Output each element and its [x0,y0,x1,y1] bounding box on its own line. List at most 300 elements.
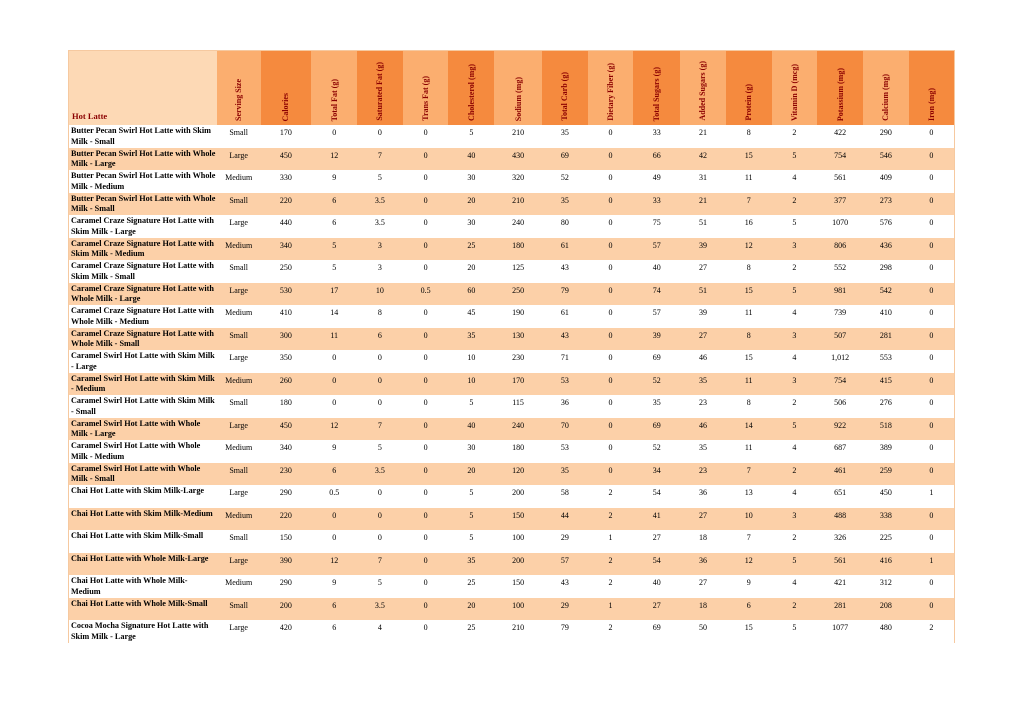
value-cell: 0 [403,170,449,193]
value-cell: 4 [772,440,818,463]
value-cell: 12 [726,553,772,576]
value-cell: 51 [680,215,726,238]
value-cell: 506 [817,395,863,418]
value-cell: 450 [261,148,312,171]
column-header [817,51,863,126]
value-cell: 40 [633,575,680,598]
value-cell: 25 [448,620,494,643]
value-cell: 69 [542,148,588,171]
value-cell: 0 [909,530,955,553]
value-cell: Medium [217,575,261,598]
value-cell: 10 [448,350,494,373]
value-cell: 5 [772,418,818,441]
column-header-label: Vitamin D (mcg) [789,63,799,121]
value-cell: 170 [261,125,312,148]
item-name-cell: Chai Hot Latte with Whole Milk-Large [69,553,217,576]
value-cell: 20 [448,463,494,486]
value-cell: 290 [261,485,312,508]
value-cell: 10 [726,508,772,531]
value-cell: 10 [448,373,494,396]
table-row [69,395,955,418]
value-cell: 11 [311,328,357,351]
value-cell: 15 [726,620,772,643]
value-cell: 326 [817,530,863,553]
value-cell: 0 [403,373,449,396]
value-cell: 170 [494,373,542,396]
table-row [69,125,955,148]
column-header-label: Total Fat (g) [329,78,339,121]
value-cell: 200 [494,485,542,508]
value-cell: 41 [633,508,680,531]
item-name-cell: Caramel Swirl Hot Latte with Skim Milk - Large [69,350,217,373]
item-name-cell: Chai Hot Latte with Skim Milk-Large [69,485,217,508]
value-cell: 53 [542,440,588,463]
value-cell: 7 [726,530,772,553]
table-row [69,193,955,216]
value-cell: 15 [726,350,772,373]
value-cell: 488 [817,508,863,531]
value-cell: 27 [680,328,726,351]
column-header [726,51,772,126]
value-cell: 5 [311,260,357,283]
value-cell: 36 [542,395,588,418]
value-cell: Small [217,463,261,486]
value-cell: 100 [494,598,542,621]
value-cell: 11 [726,440,772,463]
value-cell: 52 [633,373,680,396]
value-cell: 461 [817,463,863,486]
value-cell: Large [217,350,261,373]
column-header-label: Iron (mg) [926,88,936,121]
value-cell: 5 [448,530,494,553]
value-cell: 507 [817,328,863,351]
value-cell: 69 [633,418,680,441]
value-cell: 5 [448,485,494,508]
value-cell: 57 [633,238,680,261]
value-cell: 7 [357,418,403,441]
value-cell: 15 [726,148,772,171]
value-cell: 276 [863,395,909,418]
value-cell: 17 [311,283,357,306]
value-cell: 290 [863,125,909,148]
value-cell: 350 [261,350,312,373]
column-header [680,51,726,126]
value-cell: 0 [909,463,955,486]
value-cell: 150 [494,575,542,598]
value-cell: 35 [680,373,726,396]
value-cell: 0 [588,350,634,373]
value-cell: 1070 [817,215,863,238]
table-row [69,350,955,373]
value-cell: 21 [680,193,726,216]
value-cell: 0 [588,125,634,148]
value-cell: 1 [588,530,634,553]
value-cell: 542 [863,283,909,306]
value-cell: 0 [909,418,955,441]
table-row [69,463,955,486]
value-cell: 440 [261,215,312,238]
column-header [448,51,494,126]
value-cell: 27 [633,530,680,553]
value-cell: 25 [448,238,494,261]
value-cell: 3 [772,508,818,531]
value-cell: 530 [261,283,312,306]
value-cell: 436 [863,238,909,261]
value-cell: 125 [494,260,542,283]
value-cell: 8 [726,125,772,148]
value-cell: 0 [588,373,634,396]
item-name-cell: Caramel Craze Signature Hot Latte with Skim Milk - Medium [69,238,217,261]
value-cell: 0 [909,283,955,306]
value-cell: 553 [863,350,909,373]
value-cell: 5 [448,395,494,418]
value-cell: 43 [542,260,588,283]
column-header-label: Cholesterol (mg) [466,64,476,121]
item-name-cell: Caramel Swirl Hot Latte with Whole Milk - Small [69,463,217,486]
value-cell: 210 [494,125,542,148]
value-cell: 0 [403,395,449,418]
value-cell: 0.5 [403,283,449,306]
value-cell: 290 [261,575,312,598]
value-cell: 6 [311,620,357,643]
value-cell: 922 [817,418,863,441]
value-cell: 754 [817,373,863,396]
value-cell: 120 [494,463,542,486]
value-cell: 210 [494,193,542,216]
value-cell: 39 [680,305,726,328]
column-header [494,51,542,126]
item-name-cell: Caramel Craze Signature Hot Latte with Whole Milk - Small [69,328,217,351]
value-cell: 200 [494,553,542,576]
value-cell: 75 [633,215,680,238]
value-cell: 9 [311,575,357,598]
value-cell: 8 [726,260,772,283]
value-cell: 0 [588,260,634,283]
value-cell: 415 [863,373,909,396]
value-cell: 11 [726,373,772,396]
value-cell: 0 [403,508,449,531]
value-cell: 4 [772,485,818,508]
value-cell: 0 [909,193,955,216]
value-cell: 5 [448,125,494,148]
value-cell: 20 [448,260,494,283]
value-cell: 4 [772,305,818,328]
column-header-label: Calcium (mg) [881,74,891,121]
item-name-cell: Butter Pecan Swirl Hot Latte with Skim Milk - Small [69,125,217,148]
value-cell: 0 [357,350,403,373]
value-cell: 4 [772,350,818,373]
value-cell: 43 [542,328,588,351]
value-cell: 220 [261,193,312,216]
value-cell: 0 [311,395,357,418]
column-header [261,51,312,126]
item-name-cell: Caramel Swirl Hot Latte with Skim Milk - Small [69,395,217,418]
column-header [542,51,588,126]
value-cell: 1077 [817,620,863,643]
value-cell: 44 [542,508,588,531]
value-cell: 35 [448,328,494,351]
value-cell: 0 [357,508,403,531]
value-cell: 0 [909,440,955,463]
value-cell: 1,012 [817,350,863,373]
column-header [588,51,634,126]
value-cell: 5 [311,238,357,261]
value-cell: 130 [494,328,542,351]
table-row [69,575,955,598]
column-header [909,51,955,126]
value-cell: 0 [909,395,955,418]
value-cell: 430 [494,148,542,171]
value-cell: 0 [588,148,634,171]
value-cell: 40 [448,418,494,441]
value-cell: 8 [726,395,772,418]
value-cell: 0 [588,418,634,441]
value-cell: 35 [633,395,680,418]
value-cell: 18 [680,530,726,553]
value-cell: 18 [680,598,726,621]
value-cell: 281 [863,328,909,351]
value-cell: 150 [494,508,542,531]
value-cell: 30 [448,440,494,463]
column-header-label: Protein (g) [744,84,754,121]
value-cell: 0 [403,440,449,463]
value-cell: 340 [261,238,312,261]
value-cell: 12 [311,418,357,441]
value-cell: 546 [863,148,909,171]
value-cell: 35 [448,553,494,576]
value-cell: 0 [403,125,449,148]
value-cell: 35 [542,125,588,148]
value-cell: Large [217,620,261,643]
item-name-cell: Cocoa Mocha Signature Hot Latte with Skim Milk - Large [69,620,217,643]
category-header: Hot Latte [69,51,217,126]
value-cell: 4 [357,620,403,643]
value-cell: 0 [909,238,955,261]
value-cell: 739 [817,305,863,328]
value-cell: 390 [261,553,312,576]
value-cell: 2 [588,575,634,598]
value-cell: 2 [772,260,818,283]
value-cell: 14 [311,305,357,328]
value-cell: 14 [726,418,772,441]
value-cell: 2 [588,485,634,508]
value-cell: 220 [261,508,312,531]
value-cell: 6 [311,463,357,486]
value-cell: 23 [680,463,726,486]
nutrition-table [68,50,955,643]
value-cell: 651 [817,485,863,508]
value-cell: 3 [357,238,403,261]
value-cell: 0 [403,620,449,643]
value-cell: 5 [772,215,818,238]
value-cell: 0 [403,260,449,283]
value-cell: 9 [726,575,772,598]
value-cell: Large [217,283,261,306]
value-cell: 7 [357,553,403,576]
value-cell: 298 [863,260,909,283]
value-cell: 6 [311,215,357,238]
value-cell: 2 [772,598,818,621]
value-cell: 6 [311,193,357,216]
value-cell: 8 [726,328,772,351]
value-cell: 29 [542,530,588,553]
table-row [69,170,955,193]
value-cell: 5 [772,148,818,171]
value-cell: 71 [542,350,588,373]
value-cell: 0 [588,215,634,238]
value-cell: 0 [909,508,955,531]
value-cell: Large [217,215,261,238]
value-cell: 225 [863,530,909,553]
value-cell: 30 [448,215,494,238]
value-cell: 79 [542,620,588,643]
value-cell: 0 [588,305,634,328]
value-cell: 15 [726,283,772,306]
value-cell: Large [217,553,261,576]
value-cell: 40 [633,260,680,283]
value-cell: 21 [680,125,726,148]
value-cell: 250 [261,260,312,283]
table-body [69,125,955,643]
value-cell: Large [217,485,261,508]
table-row [69,530,955,553]
value-cell: 33 [633,193,680,216]
value-cell: 422 [817,125,863,148]
value-cell: 0 [403,350,449,373]
item-name-cell: Butter Pecan Swirl Hot Latte with Whole Milk - Medium [69,170,217,193]
value-cell: 0 [357,485,403,508]
value-cell: 5 [772,283,818,306]
value-cell: 0.5 [311,485,357,508]
value-cell: 260 [261,373,312,396]
column-header [311,51,357,126]
value-cell: 420 [261,620,312,643]
item-name-cell: Chai Hot Latte with Whole Milk-Medium [69,575,217,598]
value-cell: 39 [633,328,680,351]
value-cell: 0 [311,530,357,553]
value-cell: 40 [448,148,494,171]
column-header [403,51,449,126]
value-cell: 0 [403,575,449,598]
value-cell: 0 [357,373,403,396]
value-cell: 981 [817,283,863,306]
value-cell: 80 [542,215,588,238]
value-cell: 0 [909,305,955,328]
value-cell: 0 [357,125,403,148]
value-cell: 230 [261,463,312,486]
value-cell: 34 [633,463,680,486]
value-cell: 0 [403,485,449,508]
value-cell: 3 [772,373,818,396]
value-cell: 0 [403,328,449,351]
value-cell: 0 [909,215,955,238]
value-cell: 3 [357,260,403,283]
value-cell: 518 [863,418,909,441]
value-cell: 0 [403,463,449,486]
value-cell: 480 [863,620,909,643]
value-cell: Small [217,395,261,418]
value-cell: 180 [494,440,542,463]
value-cell: Small [217,125,261,148]
value-cell: 57 [542,553,588,576]
value-cell: 33 [633,125,680,148]
value-cell: 31 [680,170,726,193]
value-cell: 2 [909,620,955,643]
value-cell: Medium [217,440,261,463]
value-cell: 0 [403,148,449,171]
value-cell: 7 [726,463,772,486]
item-name-cell: Caramel Swirl Hot Latte with Skim Milk - Medium [69,373,217,396]
value-cell: 0 [588,170,634,193]
value-cell: 312 [863,575,909,598]
item-name-cell: Chai Hot Latte with Whole Milk-Small [69,598,217,621]
value-cell: 806 [817,238,863,261]
value-cell: 0 [909,260,955,283]
column-header-label: Trans Fat (g) [421,76,431,121]
value-cell: 0 [909,350,955,373]
value-cell: 2 [772,193,818,216]
value-cell: 0 [311,125,357,148]
column-header-label: Sodium (mg) [513,76,523,121]
value-cell: Medium [217,305,261,328]
column-header-label: Total Sugars (g) [652,66,662,121]
table-row [69,620,955,643]
value-cell: 1 [588,598,634,621]
value-cell: 0 [403,215,449,238]
value-cell: 687 [817,440,863,463]
value-cell: 0 [403,305,449,328]
value-cell: 0 [588,193,634,216]
value-cell: 3 [772,238,818,261]
column-header [633,51,680,126]
value-cell: 100 [494,530,542,553]
value-cell: 180 [494,238,542,261]
table-row [69,553,955,576]
value-cell: 3.5 [357,215,403,238]
table-row [69,148,955,171]
value-cell: 240 [494,215,542,238]
item-name-cell: Butter Pecan Swirl Hot Latte with Whole Milk - Small [69,193,217,216]
item-name-cell: Caramel Craze Signature Hot Latte with Whole Milk - Large [69,283,217,306]
item-name-cell: Caramel Swirl Hot Latte with Whole Milk - Medium [69,440,217,463]
value-cell: 20 [448,598,494,621]
value-cell: 50 [680,620,726,643]
table-row [69,598,955,621]
value-cell: 60 [448,283,494,306]
value-cell: 12 [311,553,357,576]
column-header-label: Added Sugars (g) [698,61,708,121]
value-cell: 273 [863,193,909,216]
value-cell: 2 [772,530,818,553]
item-name-cell: Chai Hot Latte with Skim Milk-Medium [69,508,217,531]
value-cell: 5 [357,440,403,463]
value-cell: 51 [680,283,726,306]
value-cell: 0 [311,508,357,531]
value-cell: 0 [909,328,955,351]
value-cell: 36 [680,485,726,508]
item-name-cell: Caramel Craze Signature Hot Latte with Skim Milk - Small [69,260,217,283]
value-cell: 0 [588,283,634,306]
column-header-label: Potassium (mg) [835,67,845,121]
table-row [69,305,955,328]
value-cell: 561 [817,170,863,193]
value-cell: 25 [448,575,494,598]
value-cell: 200 [261,598,312,621]
value-cell: 27 [680,575,726,598]
value-cell: 259 [863,463,909,486]
value-cell: Small [217,260,261,283]
value-cell: 3.5 [357,598,403,621]
